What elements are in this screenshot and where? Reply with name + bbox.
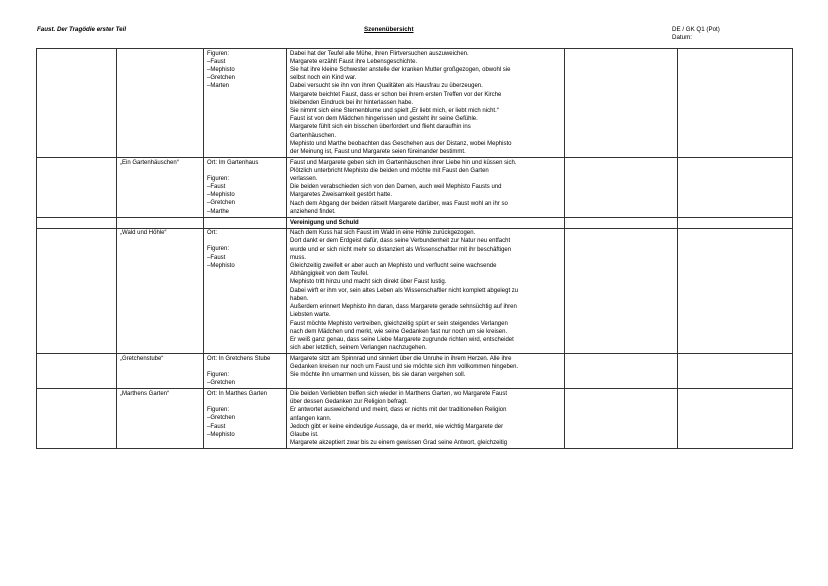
character-item: –Faust xyxy=(207,58,226,65)
character-item: –Mephisto xyxy=(207,66,235,73)
summary-line: der Meinung ist, Faust und Margarete seien füreinander bestimmt. xyxy=(290,148,466,155)
spacer xyxy=(207,237,283,245)
summary-line: Mephisto und Marthe beobachten das Geschehen aus der Distanz, wobei Mephisto xyxy=(290,140,512,147)
notes-cell xyxy=(678,49,793,158)
summary-line: Margarete beichtet Faust, dass er schon bei ihrem ersten Treffen vor der Kirche xyxy=(290,91,502,98)
summary-line: verlassen. xyxy=(290,176,318,183)
document-title: Faust. Der Tragödie erster Teil xyxy=(37,26,127,33)
location-label: Ort: In Gretchens Stube xyxy=(207,355,271,362)
sheet-title: Szenenübersicht xyxy=(364,26,414,33)
summary-cell xyxy=(287,228,565,354)
empty-cell xyxy=(117,218,204,229)
course-info xyxy=(672,26,720,41)
setting-cell xyxy=(204,389,287,449)
table-row xyxy=(37,218,793,229)
summary-line: nach dem Mädchen und merkt, wie seine Gedanken fast nur noch um sie kreisen. xyxy=(290,328,508,335)
setting-cell xyxy=(204,228,287,354)
summary-line: muss. xyxy=(290,254,307,261)
character-item: –Mephisto xyxy=(207,192,235,199)
characters-label: Figuren: xyxy=(207,175,230,182)
characters-label: Figuren: xyxy=(207,372,230,379)
characters-label: Figuren: xyxy=(207,246,230,253)
scene-title: „Ein Gartenhäuschen“ xyxy=(117,158,204,218)
notes-cell xyxy=(678,354,793,389)
summary-cell xyxy=(287,158,565,218)
summary-line: Außerdem erinnert Mephisto ihn daran, dass Margarete gerade sehnsüchtig auf ihren xyxy=(290,304,517,311)
summary-line: Margarete akzeptiert zwar bis zu einem gewissen Grad seine Antwort, gleichzeitig xyxy=(290,440,508,447)
setting-cell xyxy=(204,49,287,158)
empty-cell xyxy=(37,389,117,449)
summary-line: Dabei versucht sie ihn von ihren Qualitäten als Hausfrau zu überzeugen. xyxy=(290,83,483,90)
summary-line: Plötzlich unterbricht Mephisto die beiden und möchte mit Faust den Garten xyxy=(290,167,489,174)
empty-cell xyxy=(37,218,117,229)
summary-line: sich aber letztlich, seinem Verlangen nachzugehen. xyxy=(290,345,427,352)
scene-title: „Marthens Garten“ xyxy=(117,389,204,449)
summary-line: Sie nimmt sich eine Sternenblume und spielt „Er liebt mich, er liebt mich nicht.“ xyxy=(290,107,499,114)
summary-line: Die beiden verabschieden sich von den Damen, auch weil Mephisto Fausts und xyxy=(290,184,502,191)
scene-table xyxy=(36,48,793,449)
characters-label: Figuren: xyxy=(207,50,230,57)
notes-cell xyxy=(678,228,793,354)
character-item: –Faust xyxy=(207,184,226,191)
summary-line: anfangen kann. xyxy=(290,415,332,422)
summary-line: haben. xyxy=(290,295,309,302)
character-item: –Faust xyxy=(207,423,226,430)
empty-cell xyxy=(204,218,287,229)
summary-cell xyxy=(287,354,565,389)
summary-line: anziehend findet. xyxy=(290,208,336,215)
summary-line: Dort dankt er dem Erdgeist dafür, dass seine Verbundenheit zur Natur neu entfacht xyxy=(290,238,511,245)
spacer xyxy=(207,167,283,175)
summary-line: Sie hat ihre kleine Schwester anstelle der kranken Mutter großgezogen, obwohl sie xyxy=(290,66,511,73)
characters-label: Figuren: xyxy=(207,407,230,414)
summary-line: Jedoch gibt er keine eindeutige Aussage, da er merkt, wie wichtig Margarete der xyxy=(290,423,504,430)
summary-line: Dabei hat der Teufel alle Mühe, ihren Flirtversuchen auszuweichen. xyxy=(290,50,469,57)
summary-line: Nach dem Kuss hat sich Faust im Wald in eine Höhle zurückgezogen. xyxy=(290,230,476,237)
spacer xyxy=(207,363,283,371)
date-label: Datum: xyxy=(672,33,692,41)
summary-line: über dessen Gedanken zur Religion befragt. xyxy=(290,399,408,406)
scene-title xyxy=(117,49,204,158)
table-row xyxy=(37,228,793,354)
summary-line: Margaretes Zweisamkeit gestört hatte. xyxy=(290,192,393,199)
empty-cell xyxy=(37,228,117,354)
table-row xyxy=(37,354,793,389)
summary-line: Er weiß ganz genau, dass seine Liebe Margarete zugrunde richten wird, entscheidet xyxy=(290,336,514,343)
notes-cell xyxy=(565,228,678,354)
location-label: Ort: xyxy=(207,230,217,237)
character-item: –Gretchen xyxy=(207,75,236,82)
empty-cell xyxy=(37,49,117,158)
empty-cell xyxy=(565,218,678,229)
notes-cell xyxy=(678,158,793,218)
summary-line: Margarete fühlt sich ein bisschen überfordert und flieht daraufhin ins xyxy=(290,124,471,131)
character-item: –Marthe xyxy=(207,208,230,215)
notes-cell xyxy=(565,354,678,389)
summary-line: Mephisto tritt hinzu und macht sich direkt über Faust lustig. xyxy=(290,279,447,286)
summary-line: selbst noch ein Kind war. xyxy=(290,75,357,82)
setting-cell xyxy=(204,158,287,218)
summary-line: Margarete sitzt am Spinnrad und sinniert über die Unruhe in ihrem Herzen. Alle ihre xyxy=(290,355,512,362)
summary-line: Gedanken kreisen nur noch um Faust und sie möchte sich ihm vollkommen hingeben. xyxy=(290,364,519,371)
summary-line: Gartenhäuschen. xyxy=(290,132,337,139)
empty-cell xyxy=(37,158,117,218)
notes-cell xyxy=(678,389,793,449)
summary-line: Sie möchte ihn umarmen und küssen, bis sie daran vergehen soll. xyxy=(290,372,466,379)
section-heading: Vereinigung und Schuld xyxy=(287,218,565,229)
summary-line: Nach dem Abgang der beiden rätselt Margarete darüber, was Faust wohl an ihr so xyxy=(290,200,508,207)
spacer xyxy=(207,398,283,406)
empty-cell xyxy=(37,354,117,389)
summary-line: Faust und Margarete geben sich im Gartenhäuschen ihrer Liebe hin und küssen sich. xyxy=(290,159,517,166)
table-row xyxy=(37,49,793,158)
summary-line: Faust möchte Mephisto vertreiben, gleichzeitig spürt er sein steigendes Verlangen xyxy=(290,320,508,327)
character-item: –Gretchen xyxy=(207,380,236,387)
character-item: –Gretchen xyxy=(207,200,236,207)
location-label: Ort: In Marthes Garten xyxy=(207,390,268,397)
summary-line: Gleichzeitig zweifelt er aber auch an Mephisto und verflucht seine wachsende xyxy=(290,263,497,270)
summary-line: Liebsten warte. xyxy=(290,312,331,319)
summary-line: bleibenden Eindruck bei ihr hinterlassen habe. xyxy=(290,99,414,106)
summary-line: Abhängigkeit von dem Teufel. xyxy=(290,271,369,278)
location-label: Ort: Im Gartenhaus xyxy=(207,159,259,166)
character-item: –Mephisto xyxy=(207,262,235,269)
notes-cell xyxy=(565,389,678,449)
summary-line: Er antwortet ausweichend und meint, dass er nichts mit der traditionellen Religion xyxy=(290,407,507,414)
empty-cell xyxy=(678,218,793,229)
course-label: DE / GK Q1 (Pot) xyxy=(672,26,720,33)
summary-line: Glaube ist. xyxy=(290,431,319,438)
character-item: –Faust xyxy=(207,254,226,261)
character-item: –Marten xyxy=(207,83,230,90)
summary-line: wurde und er sich nicht mehr so distanziert als Wissenschaftler mit ihr beschäftigen xyxy=(290,246,512,253)
scene-title: „Gretchenstube“ xyxy=(117,354,204,389)
character-item: –Mephisto xyxy=(207,431,235,438)
scene-title: „Wald und Höhle“ xyxy=(117,228,204,354)
notes-cell xyxy=(565,49,678,158)
summary-cell xyxy=(287,389,565,449)
summary-line: Faust ist von dem Mädchen hingerissen und gesteht ihr seine Gefühle. xyxy=(290,116,478,123)
table-row xyxy=(37,389,793,449)
setting-cell xyxy=(204,354,287,389)
table-row xyxy=(37,158,793,218)
summary-line: Die beiden Verliebten treffen sich wieder in Marthens Garten, wo Margarete Faust xyxy=(290,390,508,397)
summary-line: Margarete erzählt Faust ihre Lebensgeschichte. xyxy=(290,58,418,65)
character-item: –Gretchen xyxy=(207,415,236,422)
notes-cell xyxy=(565,158,678,218)
summary-cell xyxy=(287,49,565,158)
summary-line: Dabei wirft er ihm vor, sein altes Leben als Wissenschaftler nicht komplett abgelegt zu xyxy=(290,287,519,294)
